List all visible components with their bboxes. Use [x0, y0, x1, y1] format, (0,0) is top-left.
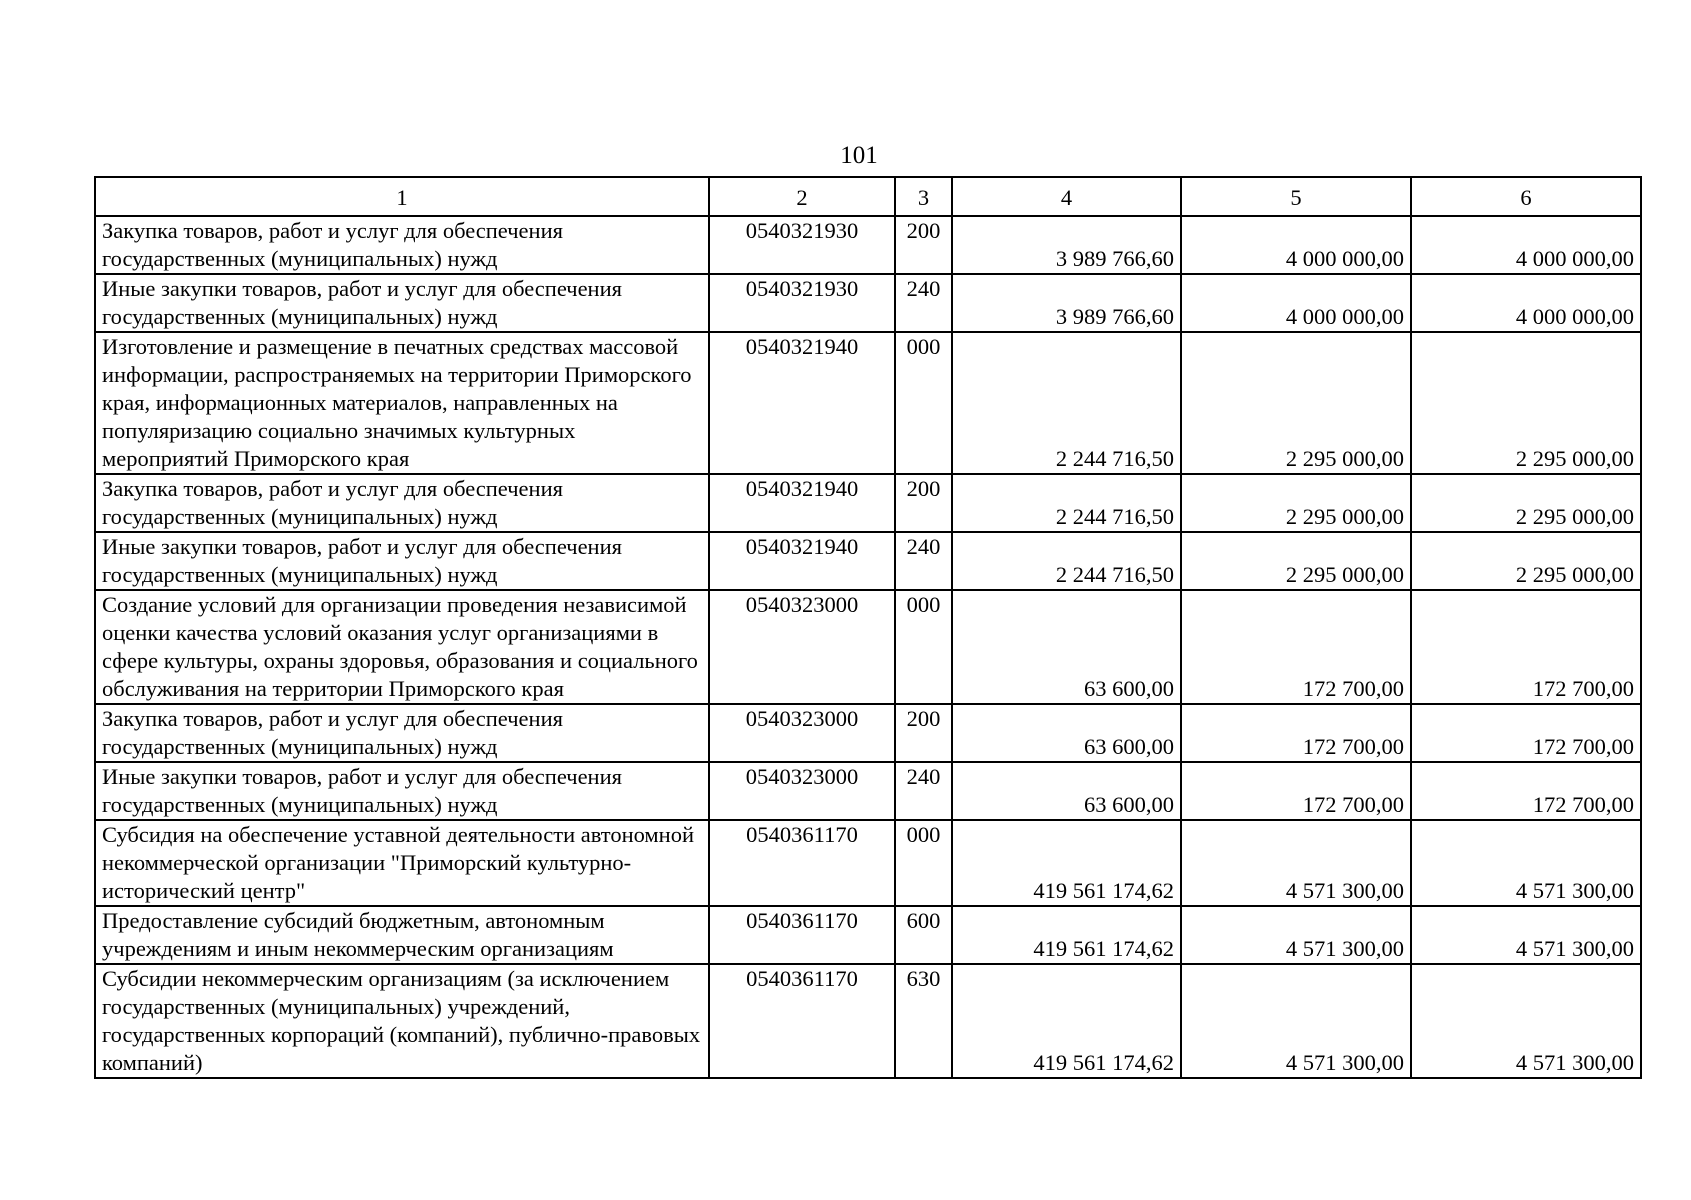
row-name-cell: Субсидия на обеспечение уставной деятельности автономной некоммерческой организации "Приморский культурно-исторический центр" — [95, 820, 709, 906]
row-value-6-cell: 4 571 300,00 — [1411, 964, 1641, 1078]
table-row — [95, 332, 1641, 474]
row-name-cell: Иные закупки товаров, работ и услуг для обеспечения государственных (муниципальных) нужд — [95, 532, 709, 590]
row-value-6-cell: 4 000 000,00 — [1411, 216, 1641, 274]
row-type-cell: 000 — [895, 332, 952, 474]
row-value-5-cell: 2 295 000,00 — [1181, 532, 1411, 590]
table-header-row — [95, 177, 1641, 216]
row-code-cell: 0540321930 — [709, 274, 895, 332]
row-value-4-cell: 3 989 766,60 — [952, 216, 1181, 274]
table-row — [95, 820, 1641, 906]
row-value-4-cell: 3 989 766,60 — [952, 274, 1181, 332]
row-value-4-cell: 2 244 716,50 — [952, 474, 1181, 532]
table-row — [95, 532, 1641, 590]
row-value-4-cell: 419 561 174,62 — [952, 906, 1181, 964]
row-value-5-cell: 2 295 000,00 — [1181, 332, 1411, 474]
row-type-cell: 000 — [895, 590, 952, 704]
row-value-5-cell: 4 571 300,00 — [1181, 964, 1411, 1078]
row-value-6-cell: 172 700,00 — [1411, 590, 1641, 704]
row-type-cell: 240 — [895, 762, 952, 820]
row-type-cell: 600 — [895, 906, 952, 964]
row-value-4-cell: 419 561 174,62 — [952, 964, 1181, 1078]
row-name-cell: Закупка товаров, работ и услуг для обеспечения государственных (муниципальных) нужд — [95, 704, 709, 762]
row-name-cell: Предоставление субсидий бюджетным, автономным учреждениям и иным некоммерческим организациям — [95, 906, 709, 964]
row-type-cell: 200 — [895, 474, 952, 532]
row-type-cell: 240 — [895, 274, 952, 332]
table-row — [95, 906, 1641, 964]
row-name-cell: Изготовление и размещение в печатных средствах массовой информации, распространяемых на территории Приморского края, информационных материалов, направленных на популяризацию социально значимых культурных мероприятий Приморского края — [95, 332, 709, 474]
row-value-4-cell: 419 561 174,62 — [952, 820, 1181, 906]
row-code-cell: 0540321940 — [709, 474, 895, 532]
row-value-5-cell: 172 700,00 — [1181, 590, 1411, 704]
row-value-6-cell: 4 571 300,00 — [1411, 906, 1641, 964]
row-name-cell: Закупка товаров, работ и услуг для обеспечения государственных (муниципальных) нужд — [95, 216, 709, 274]
row-value-5-cell: 4 571 300,00 — [1181, 906, 1411, 964]
table-row — [95, 216, 1641, 274]
column-header-5: 5 — [1181, 177, 1411, 216]
row-value-4-cell: 63 600,00 — [952, 590, 1181, 704]
row-type-cell: 630 — [895, 964, 952, 1078]
row-code-cell: 0540321940 — [709, 332, 895, 474]
row-value-6-cell: 4 571 300,00 — [1411, 820, 1641, 906]
table-row — [95, 964, 1641, 1078]
row-type-cell: 240 — [895, 532, 952, 590]
row-value-6-cell: 2 295 000,00 — [1411, 474, 1641, 532]
row-value-6-cell: 4 000 000,00 — [1411, 274, 1641, 332]
row-name-cell: Субсидии некоммерческим организациям (за исключением государственных (муниципальных) учреждений, государственных корпораций (компаний), публично-правовых компаний) — [95, 964, 709, 1078]
row-value-5-cell: 172 700,00 — [1181, 762, 1411, 820]
row-type-cell: 200 — [895, 216, 952, 274]
table-row — [95, 590, 1641, 704]
row-code-cell: 0540321930 — [709, 216, 895, 274]
row-code-cell: 0540361170 — [709, 906, 895, 964]
row-code-cell: 0540361170 — [709, 964, 895, 1078]
table-row — [95, 474, 1641, 532]
row-code-cell: 0540323000 — [709, 590, 895, 704]
column-header-6: 6 — [1411, 177, 1641, 216]
row-name-cell: Иные закупки товаров, работ и услуг для обеспечения государственных (муниципальных) нужд — [95, 762, 709, 820]
row-code-cell: 0540321940 — [709, 532, 895, 590]
page-number: 101 — [840, 142, 878, 169]
row-value-4-cell: 63 600,00 — [952, 762, 1181, 820]
row-code-cell: 0540361170 — [709, 820, 895, 906]
column-header-1: 1 — [95, 177, 709, 216]
row-value-5-cell: 2 295 000,00 — [1181, 474, 1411, 532]
row-code-cell: 0540323000 — [709, 762, 895, 820]
row-value-4-cell: 63 600,00 — [952, 704, 1181, 762]
row-value-5-cell: 4 571 300,00 — [1181, 820, 1411, 906]
row-value-5-cell: 4 000 000,00 — [1181, 216, 1411, 274]
row-name-cell: Закупка товаров, работ и услуг для обеспечения государственных (муниципальных) нужд — [95, 474, 709, 532]
column-header-4: 4 — [952, 177, 1181, 216]
row-value-5-cell: 172 700,00 — [1181, 704, 1411, 762]
row-value-4-cell: 2 244 716,50 — [952, 332, 1181, 474]
row-name-cell: Создание условий для организации проведения независимой оценки качества условий оказания услуг организациями в сфере культуры, охраны здоровья, образования и социального обслуживания на территории Приморского края — [95, 590, 709, 704]
column-header-2: 2 — [709, 177, 895, 216]
row-value-6-cell: 2 295 000,00 — [1411, 332, 1641, 474]
table-row — [95, 274, 1641, 332]
row-value-6-cell: 2 295 000,00 — [1411, 532, 1641, 590]
row-code-cell: 0540323000 — [709, 704, 895, 762]
budget-table — [94, 176, 1642, 1079]
column-header-3: 3 — [895, 177, 952, 216]
table-row — [95, 704, 1641, 762]
row-value-4-cell: 2 244 716,50 — [952, 532, 1181, 590]
row-type-cell: 000 — [895, 820, 952, 906]
row-name-cell: Иные закупки товаров, работ и услуг для обеспечения государственных (муниципальных) нужд — [95, 274, 709, 332]
row-type-cell: 200 — [895, 704, 952, 762]
row-value-5-cell: 4 000 000,00 — [1181, 274, 1411, 332]
table-row — [95, 762, 1641, 820]
row-value-6-cell: 172 700,00 — [1411, 704, 1641, 762]
row-value-6-cell: 172 700,00 — [1411, 762, 1641, 820]
